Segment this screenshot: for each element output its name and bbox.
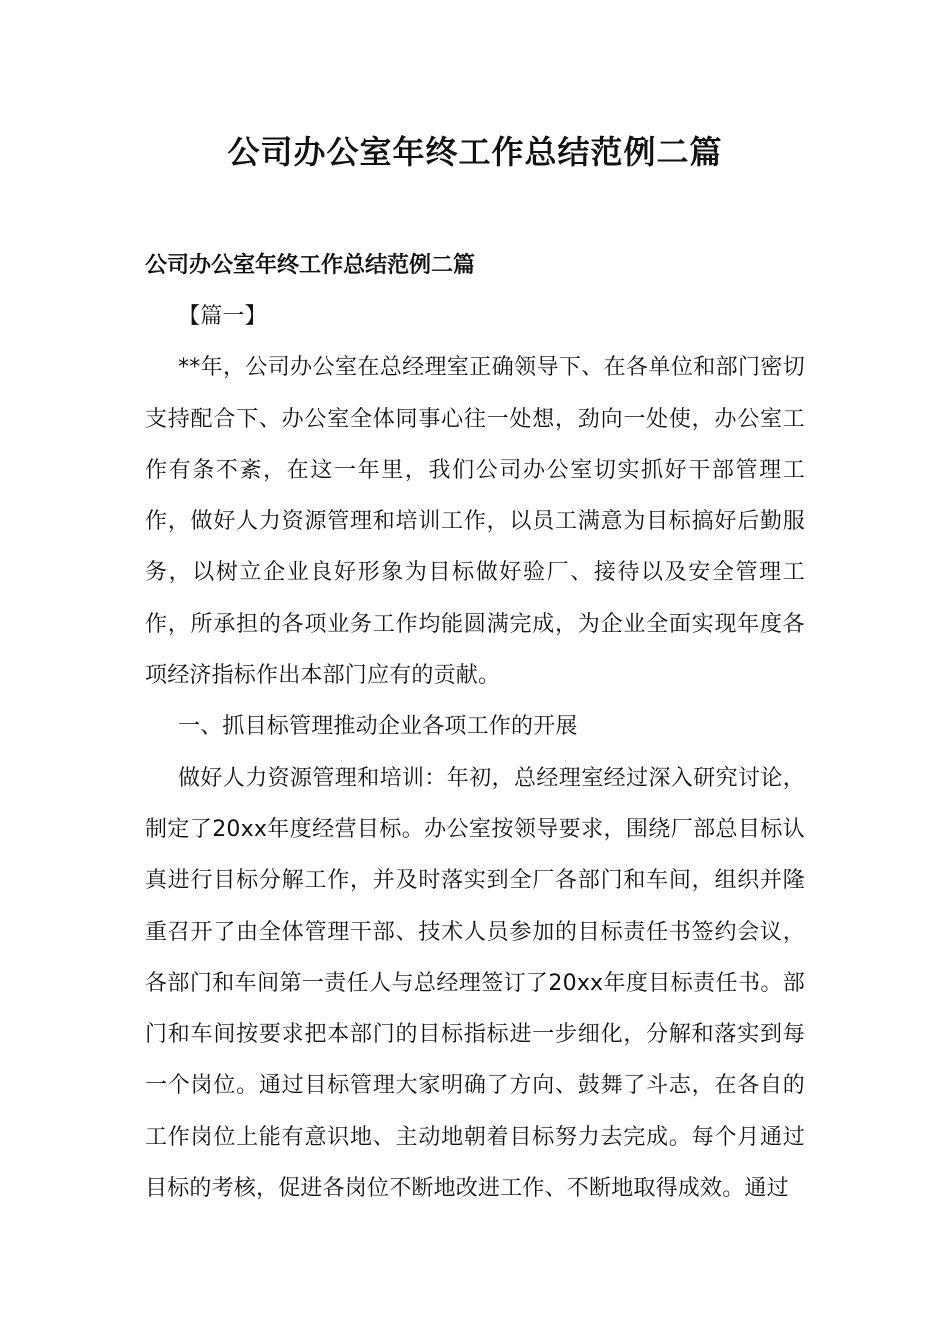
document-title: 公司办公室年终工作总结范例二篇	[227, 133, 723, 171]
section-subtitle: 公司办公室年终工作总结范例二篇	[145, 253, 476, 278]
paragraph-hr-training: 做好人力资源管理和培训：年初，总经理室经过深入研究讨论，制定了20xx年度经营目标。办公室按领导要求，围绕厂部总目标认真进行目标分解工作，并及时落实到全厂各部门和车间，组织并隆重召开了由全体管理干部、技术人员参加的目标责任书签约会议，各部门和车间第一责任人与总经理签订了20xx年度目标责任书。部门和车间按要求把本部门的目标指标进一步细化，分解和落实到每一个岗位。通过目标管理大家明确了方向、鼓舞了斗志，在各自的工作岗位上能有意识地、主动地朝着目标努力去完成。每个月通过目标的考核，促进各岗位不断地改进工作、不断地取得成效。通过	[145, 765, 805, 1202]
paragraph-section-heading: 一、抓目标管理推动企业各项工作的开展	[178, 714, 578, 740]
paragraph-intro: **年，公司办公室在总经理室正确领导下、在各单位和部门密切支持配合下、办公室全体同事心往一处想，劲向一处使，办公室工作有条不紊，在这一年里，我们公司办公室切实抓好干部管理工作，做好人力资源管理和培训工作，以员工满意为目标搞好后勤服务，以树立企业良好形象为目标做好验厂、接待以及安全管理工作，所承担的各项业务工作均能圆满完成，为企业全面实现年度各项经济指标作出本部门应有的贡献。	[145, 355, 805, 689]
paragraph-part-heading: 【篇一】	[178, 304, 267, 329]
document-body	[145, 240, 805, 1214]
